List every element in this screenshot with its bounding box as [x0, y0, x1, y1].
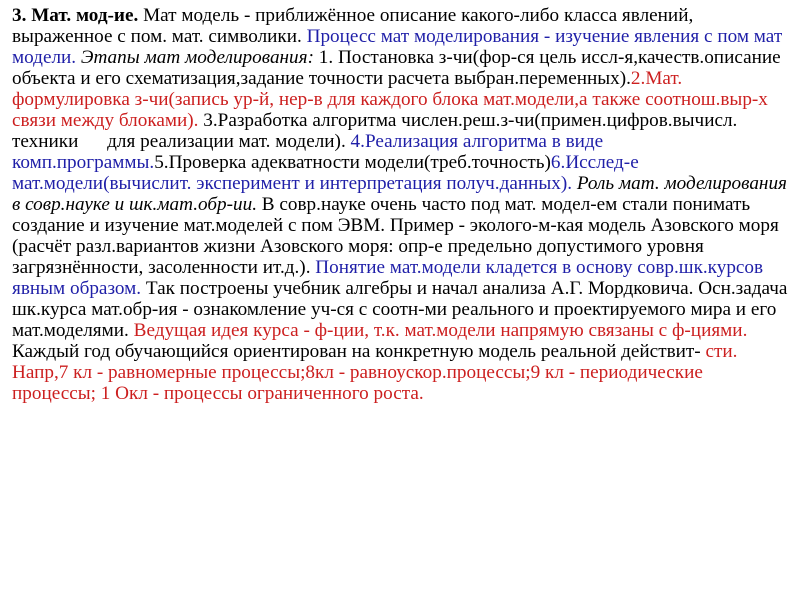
text-segment: Ведущая идея курса - ф-ции, т.к. мат.модели напрямую связаны с ф-циями.	[133, 320, 748, 341]
text-segment: 5.Проверка адекватности модели(треб.точность)	[154, 152, 551, 173]
text-segment: 4.Реализация алгоритма в виде комп.программы.	[12, 131, 608, 173]
text-segment: Так построены учебник алгебры и начал анализа А.Г. Мордковича. Осн.задача шк.курса мат.обр-ия - ознакомление уч-ся с соотн-ми реального и проектируемого мира и его мат.моделями.	[12, 278, 793, 341]
text-segment: Этапы мат моделирования:	[80, 47, 314, 68]
text-segment: 6.Исслед-е мат.модели(вычислит. эксперимент и интерпретация получ.данных).	[12, 152, 644, 194]
text-segment: Понятие мат.модели кладется в основу совр.шк.курсов явным образом.	[12, 257, 768, 299]
text-segment: Процесс мат моделирования - изучение явления с пом мат модели.	[12, 26, 788, 68]
text-segment: Роль мат. моделирования в совр.науке и шк.мат.обр-ии.	[12, 173, 792, 215]
text-segment: сти. Напр,7 кл - равномерные процессы;8кл - равноускор.процессы;9 кл - периодические процессы; 1 Окл - процессы ограниченного роста.	[12, 341, 743, 404]
text-segment: 2.Мат. формулировка з-чи(запись ур-й, нер-в для каждого блока мат.модели,а также соотнош.выр-х связи между блоками).	[12, 68, 773, 131]
text-segment: Каждый год обучающийся ориентирован на конкретную модель реальной действит-	[12, 320, 753, 362]
text-segment: 3.Разработка алгоритма числен.реш.з-чи(примен.цифров.вычисл. техники для реализации мат. модели).	[12, 110, 743, 152]
text-segment: Мат модель - приближённое описание какого-либо класса явлений, выраженное с пом. мат. символики.	[12, 5, 699, 47]
text-segment: В совр.науке очень часто под мат. модел-ем стали понимать создание и изучение мат.моделей с пом ЭВМ. Пример - эколого-м-кая модель Азовского моря (расчёт разл.вариантов жизни Азовского моря: опр-е предельно допустимого уровня загрязнённости, засоленности ит.д.).	[12, 194, 784, 278]
main-text	[12, 5, 793, 404]
text-segment: 1. Постановка з-чи(фор-ся цель иссл-я,качеств.описание объекта и его схематизация,задание точности расчета выбран.переменных).	[12, 47, 786, 89]
section-heading: 3. Мат. мод-ие.	[12, 5, 139, 26]
